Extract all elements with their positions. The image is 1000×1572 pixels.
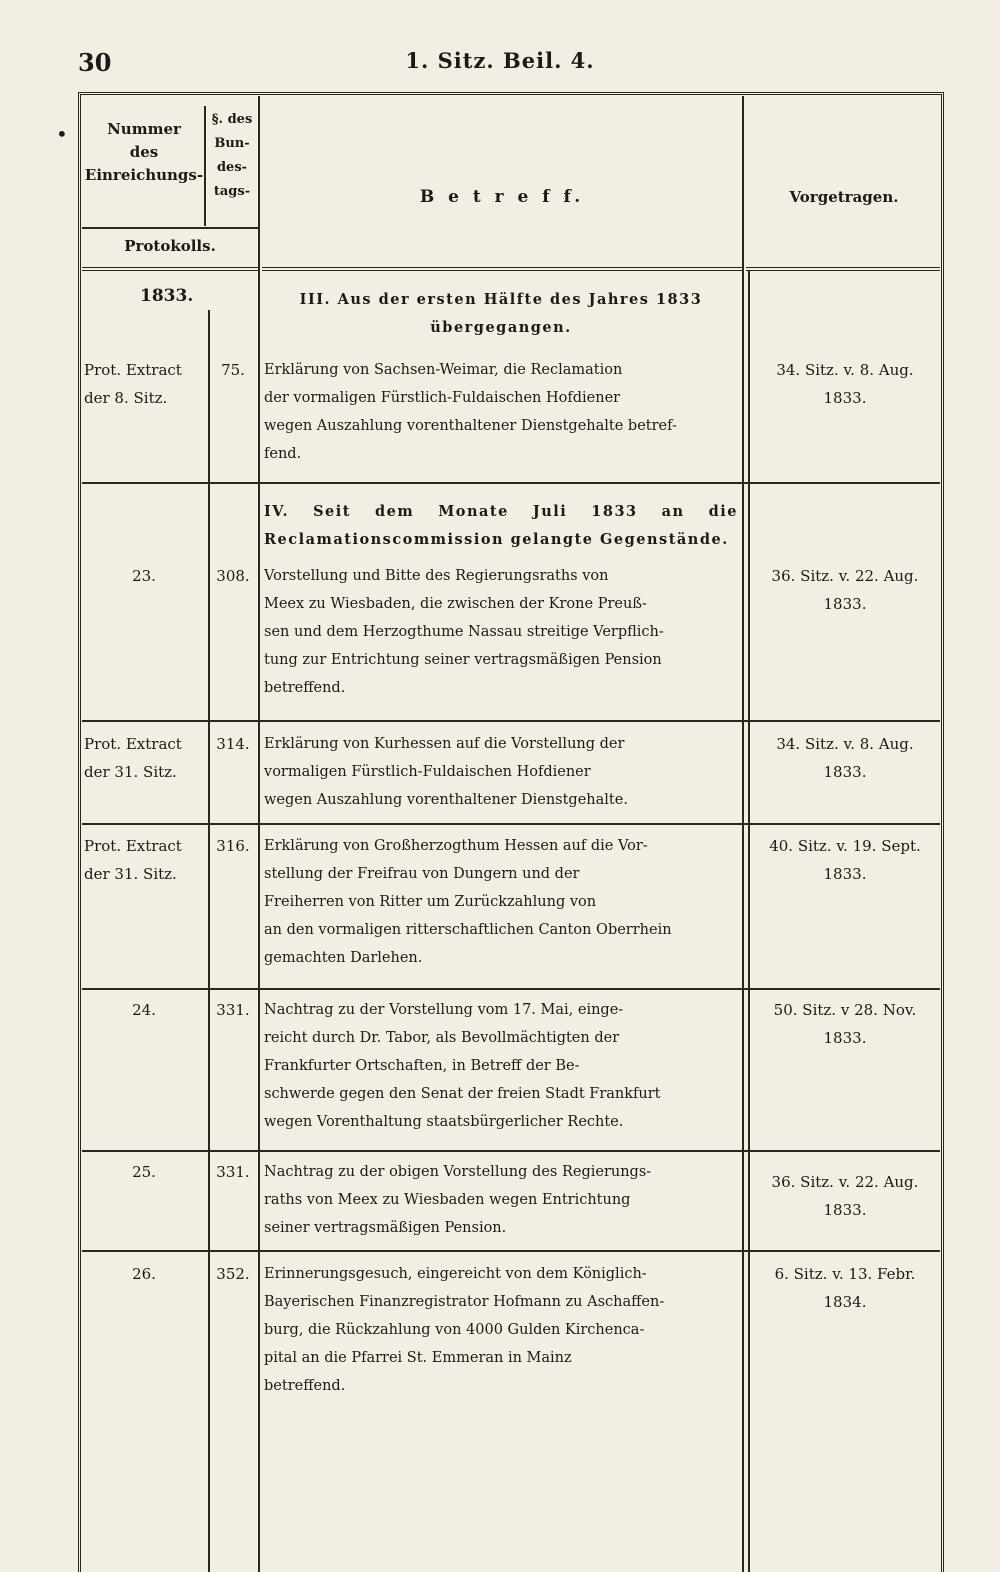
header-bottom-rule-betreff (262, 267, 742, 271)
table-row-vorgetragen: 6. Sitz. v. 13. Febr. 1834. (774, 1265, 916, 1311)
year-label: 1833. (140, 286, 194, 306)
table-row-nummer: Prot. Extract der 31. Sitz. (84, 837, 182, 883)
table-row-paragraph: 331. (216, 1163, 250, 1181)
row-separator (82, 1150, 940, 1152)
table-row-nummer: Prot. Extract der 31. Sitz. (84, 735, 182, 781)
col-rule-nummer-paragraph-body (208, 310, 210, 1572)
table-row-vorgetragen: 40. Sitz. v. 19. Sept. 1833. (769, 837, 921, 883)
row-separator (82, 823, 940, 825)
table-row-vorgetragen: 34. Sitz. v. 8. Aug. 1833. (776, 735, 914, 781)
col-rule-betreff-vorgetragen (742, 96, 744, 1572)
table-row-paragraph: 331. (216, 1001, 250, 1019)
table-row-vorgetragen: 50. Sitz. v 28. Nov. 1833. (773, 1001, 917, 1047)
margin-mark: • (56, 122, 68, 146)
table-row-paragraph: 314. (216, 735, 250, 753)
row-separator (82, 988, 940, 990)
header-sub-rule (82, 227, 258, 229)
header-protokoll: Protokolls. (124, 237, 216, 255)
table-row-vorgetragen: 34. Sitz. v. 8. Aug. 1833. (776, 361, 914, 407)
running-head: 1. Sitz. Beil. 4. (405, 48, 595, 73)
section-heading-iii: III. Aus der ersten Hälfte des Jahres 1833 übergegangen. (299, 291, 703, 336)
table-row-betreff: Nachtrag zu der obigen Vorstellung des Regierungs- raths von Meex zu Wiesbaden wegen Entrichtung seiner vertragsmäßigen Pension. (264, 1164, 652, 1236)
header-vorgetragen: Vorgetragen. (789, 188, 899, 206)
table-row-nummer: Prot. Extract der 8. Sitz. (84, 361, 182, 407)
header-paragraph: §. des Bun- des- tags- (211, 112, 253, 199)
table-row-betreff: Erinnerungsgesuch, eingereicht von dem Königlich- Bayerischen Finanzregistrator Hofmann zu Aschaffen- burg, die Rückzahlung von 4000 Gulden Kirchenca- pital an die Pfarrei St. Emmeran in Mainz betreffend. (264, 1266, 665, 1394)
row-separator (82, 482, 940, 484)
table-row-paragraph: 316. (216, 837, 250, 855)
table-row-betreff: Erklärung von Sachsen-Weimar, die Reclamation der vormaligen Fürstlich-Fuldaischen Hofdiener wegen Auszahlung vorenthaltener Dienstgehalte betref- fend. (264, 362, 677, 462)
header-bottom-rule-left (82, 267, 258, 271)
table-row-vorgetragen: 36. Sitz. v. 22. Aug. 1833. (771, 567, 919, 613)
table-row-nummer: 23. (132, 567, 156, 585)
header-bottom-rule-right (746, 267, 940, 271)
table-row-vorgetragen: 36. Sitz. v. 22. Aug. 1833. (771, 1173, 919, 1219)
table-row-nummer: 25. (132, 1163, 156, 1181)
col-rule-left-betreff (258, 96, 260, 1572)
table-row-paragraph: 308. (216, 567, 250, 585)
table-row-nummer: 24. (132, 1001, 156, 1019)
page-number: 30 (78, 48, 112, 77)
row-separator (82, 720, 940, 722)
table-row-betreff: Erklärung von Kurhessen auf die Vorstellung der vormaligen Fürstlich-Fuldaischen Hofdiener wegen Auszahlung vorenthaltener Dienstgehalte. (264, 736, 628, 808)
table-row-betreff: Nachtrag zu der Vorstellung vom 17. Mai, einge- reicht durch Dr. Tabor, als Bevollmächtigten der Frankfurter Ortschaften, in Betreff der Be- schwerde gegen den Senat der freien Stadt Frankfurt wegen Vorenthaltung staatsbürgerlicher Rechte. (264, 1002, 661, 1130)
section-heading-iv: IV. Seit dem Monate Juli 1833 an die Reclamationscommission gelangte Gegenstände. (264, 503, 738, 548)
col-rule-vorgetragen-inner (748, 270, 750, 1572)
table-row-nummer: 26. (132, 1265, 156, 1283)
header-nummer: Nummer des Einreichungs- (84, 120, 204, 184)
table-row-paragraph: 352. (216, 1265, 250, 1283)
table-row-betreff: Vorstellung und Bitte des Regierungsraths von Meex zu Wiesbaden, die zwischen der Krone Preuß- sen und dem Herzogthume Nassau streitige Verpflich- tung zur Entrichtung seiner vertragsmäßigen Pension betreffend. (264, 568, 664, 696)
table-row-betreff: Erklärung von Großherzogthum Hessen auf die Vor- stellung der Freifrau von Dungern und der Freiherren von Ritter um Zurückzahlung von an den vormaligen ritterschaftlichen Canton Oberrhein gemachten Darlehen. (264, 838, 672, 966)
header-betreff: B e t r e f f. (419, 187, 585, 207)
row-separator (82, 1250, 940, 1252)
table-row-paragraph: 75. (221, 361, 245, 379)
